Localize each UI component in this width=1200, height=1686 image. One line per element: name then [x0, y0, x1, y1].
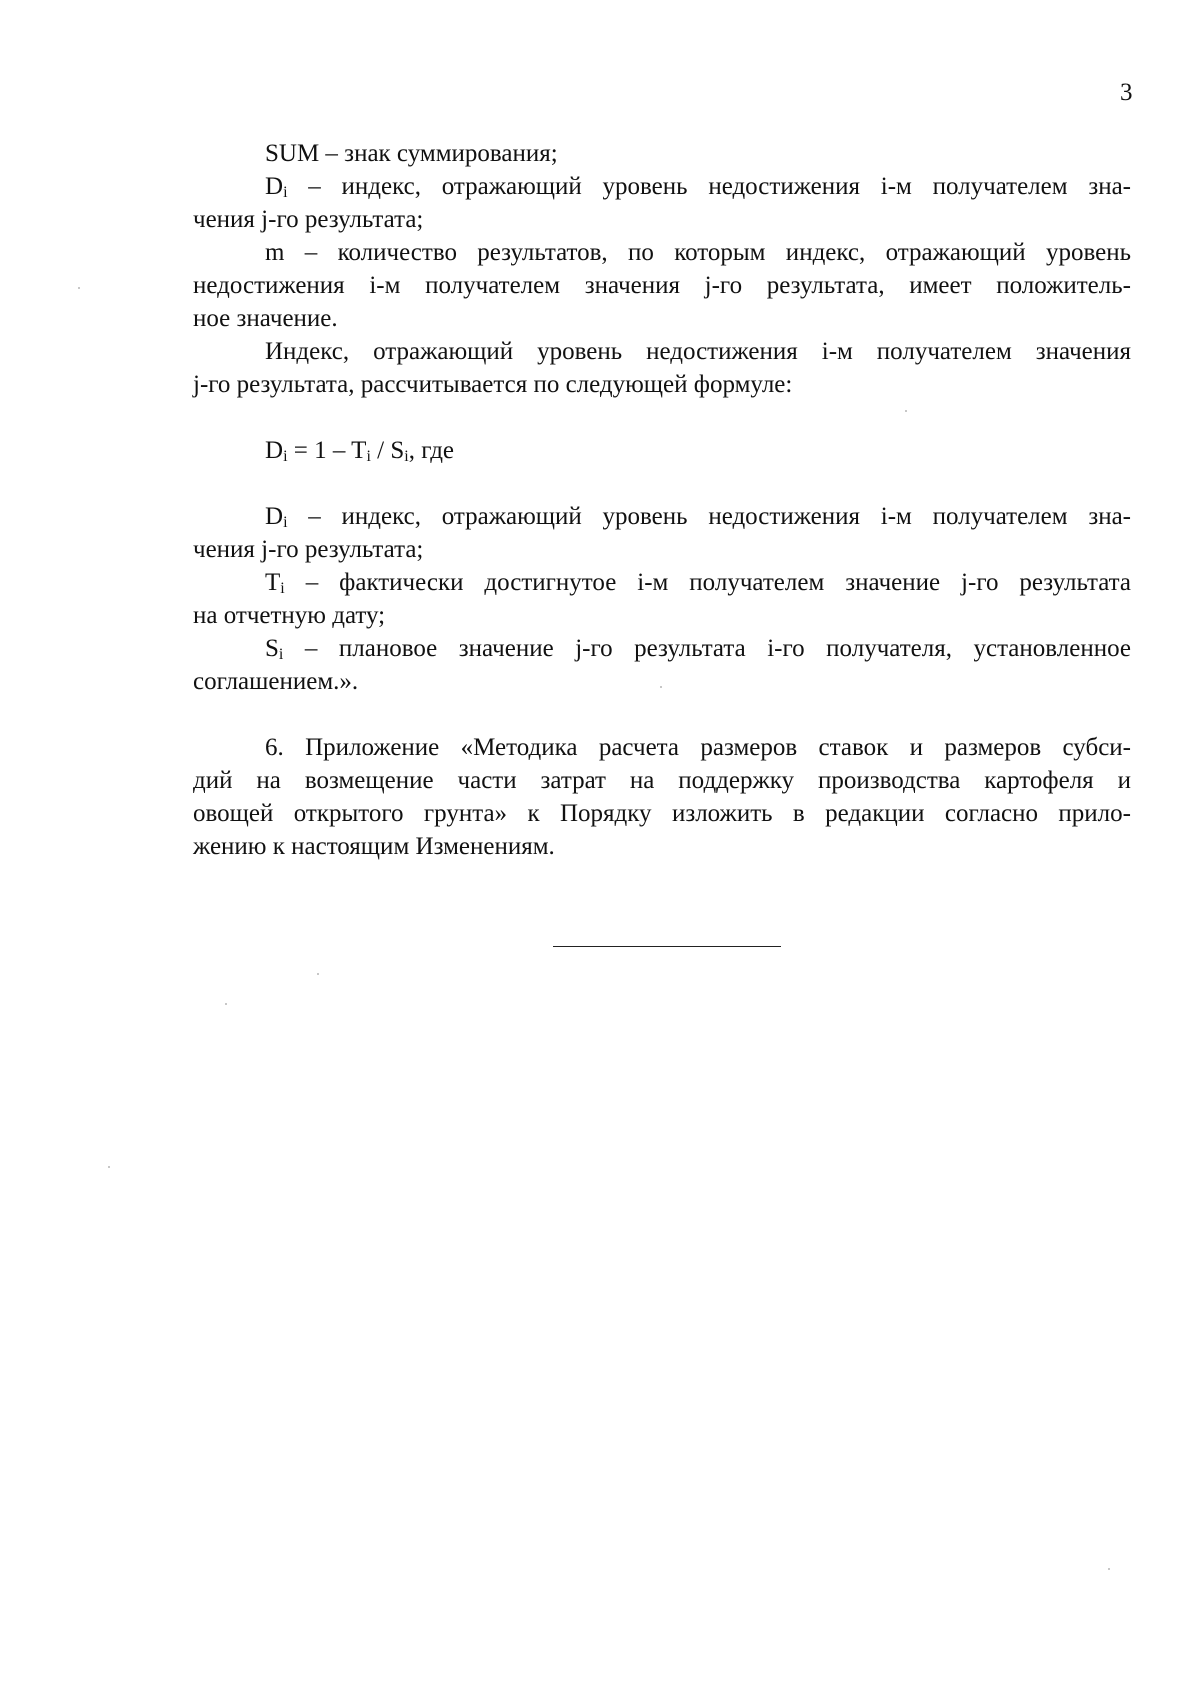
ti-definition-text: – фактически достигнутое i-м получателем значение j-го результата [284, 569, 1131, 596]
scan-speck [225, 1003, 227, 1005]
formula-s-subscript: i [404, 448, 409, 465]
formula-d-subscript: i [283, 448, 288, 465]
formula-tail: , где [408, 437, 455, 464]
m-definition-line-1: m – количество результатов, по которым индекс, отражающий уровень [265, 239, 1131, 266]
index-intro-line-1: Индекс, отражающий уровень недостижения i-м получателем значения [265, 338, 1131, 365]
di-definition-2-line-2: чения j-го результата; [193, 536, 424, 563]
scan-speck [905, 410, 907, 412]
scan-speck [108, 1166, 110, 1168]
di-definition-line-1 [265, 172, 1131, 202]
ti-symbol: T [265, 569, 281, 596]
si-symbol: S [265, 635, 279, 662]
di-definition-line-2: чения j-го результата; [193, 206, 424, 233]
item6-line-2: дий на возмещение части затрат на поддержку производства картофеля и [193, 767, 1131, 794]
scan-speck [78, 287, 80, 289]
si-definition-line-1 [265, 634, 1131, 664]
di-subscript: i [283, 184, 288, 201]
m-definition-line-2: недостижения i-м получателем значения j-го результата, имеет положитель- [193, 272, 1131, 299]
formula-t-subscript: i [366, 448, 371, 465]
formula [265, 436, 1131, 466]
scan-speck [660, 686, 662, 688]
m-definition-line-3: ное значение. [193, 305, 338, 332]
di-symbol: D [265, 173, 284, 200]
formula-mid: = 1 – T [287, 437, 367, 464]
di-definition-text: – индекс, отражающий уровень недостижения i-м получателем зна- [287, 503, 1131, 530]
formula-slash: / S [370, 437, 405, 464]
item6-line-3: овощей открытого грунта» к Порядку изложить в редакции согласно прило- [193, 800, 1131, 827]
di-subscript: i [283, 514, 288, 531]
si-definition-text: – плановое значение j-го результата i-го получателя, установленное [283, 635, 1131, 662]
sum-definition: SUM – знак суммирования; [265, 140, 558, 167]
index-intro-line-2: j-го результата, рассчитывается по следующей формуле: [193, 371, 793, 398]
di-symbol: D [265, 503, 284, 530]
di-definition-2-line-1 [265, 502, 1131, 532]
item6-line-1: 6. Приложение «Методика расчета размеров ставок и размеров субси- [265, 734, 1131, 761]
si-subscript: i [278, 646, 284, 663]
closing-divider [553, 946, 781, 947]
ti-definition-line-1 [265, 568, 1131, 598]
ti-subscript: i [280, 580, 285, 597]
di-definition-text: – индекс, отражающий уровень недостижения i-м получателем зна- [287, 173, 1131, 200]
si-definition-line-2: соглашением.». [193, 668, 359, 695]
scan-speck [317, 973, 319, 975]
formula-d: D [265, 437, 284, 464]
item6-line-4: жению к настоящим Изменениям. [193, 833, 555, 860]
ti-definition-line-2: на отчетную дату; [193, 602, 386, 629]
scan-speck [1108, 1568, 1110, 1570]
page-number: 3 [1120, 79, 1133, 106]
